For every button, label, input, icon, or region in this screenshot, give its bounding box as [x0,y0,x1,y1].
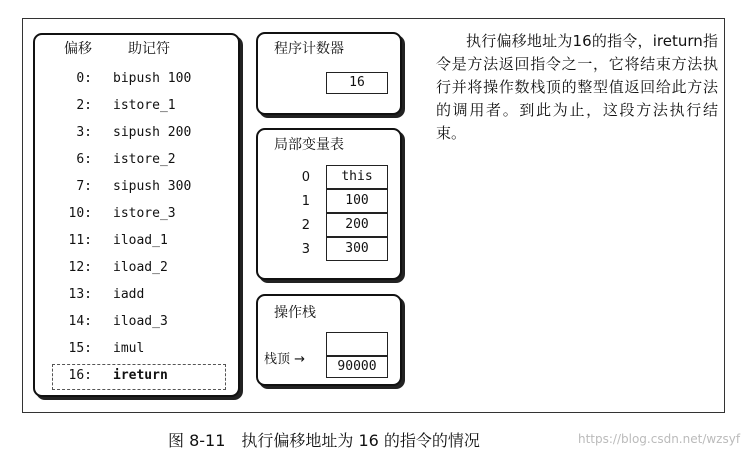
instruction-mnemonic: iload_3 [113,314,168,329]
watermark-text: https://blog.csdn.net/wzsyf [578,432,741,446]
local-variable-index: 3 [301,242,310,257]
instruction-mnemonic: bipush 100 [113,71,192,86]
instruction-mnemonic: istore_3 [113,206,176,221]
instruction-offset: 0: [76,71,92,86]
instruction-offset: 2: [76,98,92,113]
instruction-mnemonic: sipush 200 [113,125,192,140]
instruction-offset: 16: [68,368,92,383]
instruction-offset: 3: [76,125,92,140]
instruction-mnemonic: imul [113,341,145,356]
instruction-offset: 14: [68,314,92,329]
offset-column-header: 偏移 [64,41,92,57]
program-counter-value: 16 [326,72,388,94]
local-variable-index: 2 [301,218,310,233]
figure-caption: 图 8-11 执行偏移地址为 16 的指令的情况 [168,431,480,450]
description-text: 执行偏移地址为16的指令，ireturn指令是方法返回指令之一，它将结束方法执行并将操作数栈顶的整型值返回给此方法的调用者。到此为止，这段方法执行结束。 [436,32,718,142]
instruction-offset: 10: [68,206,92,221]
instruction-offset: 7: [76,179,92,194]
instruction-offset: 11: [68,233,92,248]
program-counter-title: 程序计数器 [274,41,344,57]
instruction-mnemonic: iload_2 [113,260,168,275]
instruction-offset: 13: [68,287,92,302]
instruction-mnemonic: ireturn [113,368,168,383]
operand-stack-slot [326,332,388,356]
operand-stack-title: 操作栈 [274,305,316,321]
local-variable-slot: 200 [326,213,388,237]
instruction-mnemonic: iload_1 [113,233,168,248]
stack-top-label: 栈顶 → [264,352,306,367]
instruction-mnemonic: istore_1 [113,98,176,113]
mnemonic-column-header: 助记符 [128,41,170,57]
operand-stack-slot: 90000 [326,356,388,378]
local-variable-slot: 300 [326,237,388,261]
local-variable-slot: 100 [326,189,388,213]
local-variable-index: 1 [301,194,310,209]
instruction-offset: 12: [68,260,92,275]
local-variable-slot: this [326,165,388,189]
local-variable-table-title: 局部变量表 [274,137,344,153]
instruction-mnemonic: sipush 300 [113,179,192,194]
instruction-offset: 6: [76,152,92,167]
instruction-offset: 15: [68,341,92,356]
local-variable-index: 0 [301,170,310,185]
instruction-mnemonic: iadd [113,287,145,302]
instruction-mnemonic: istore_2 [113,152,176,167]
